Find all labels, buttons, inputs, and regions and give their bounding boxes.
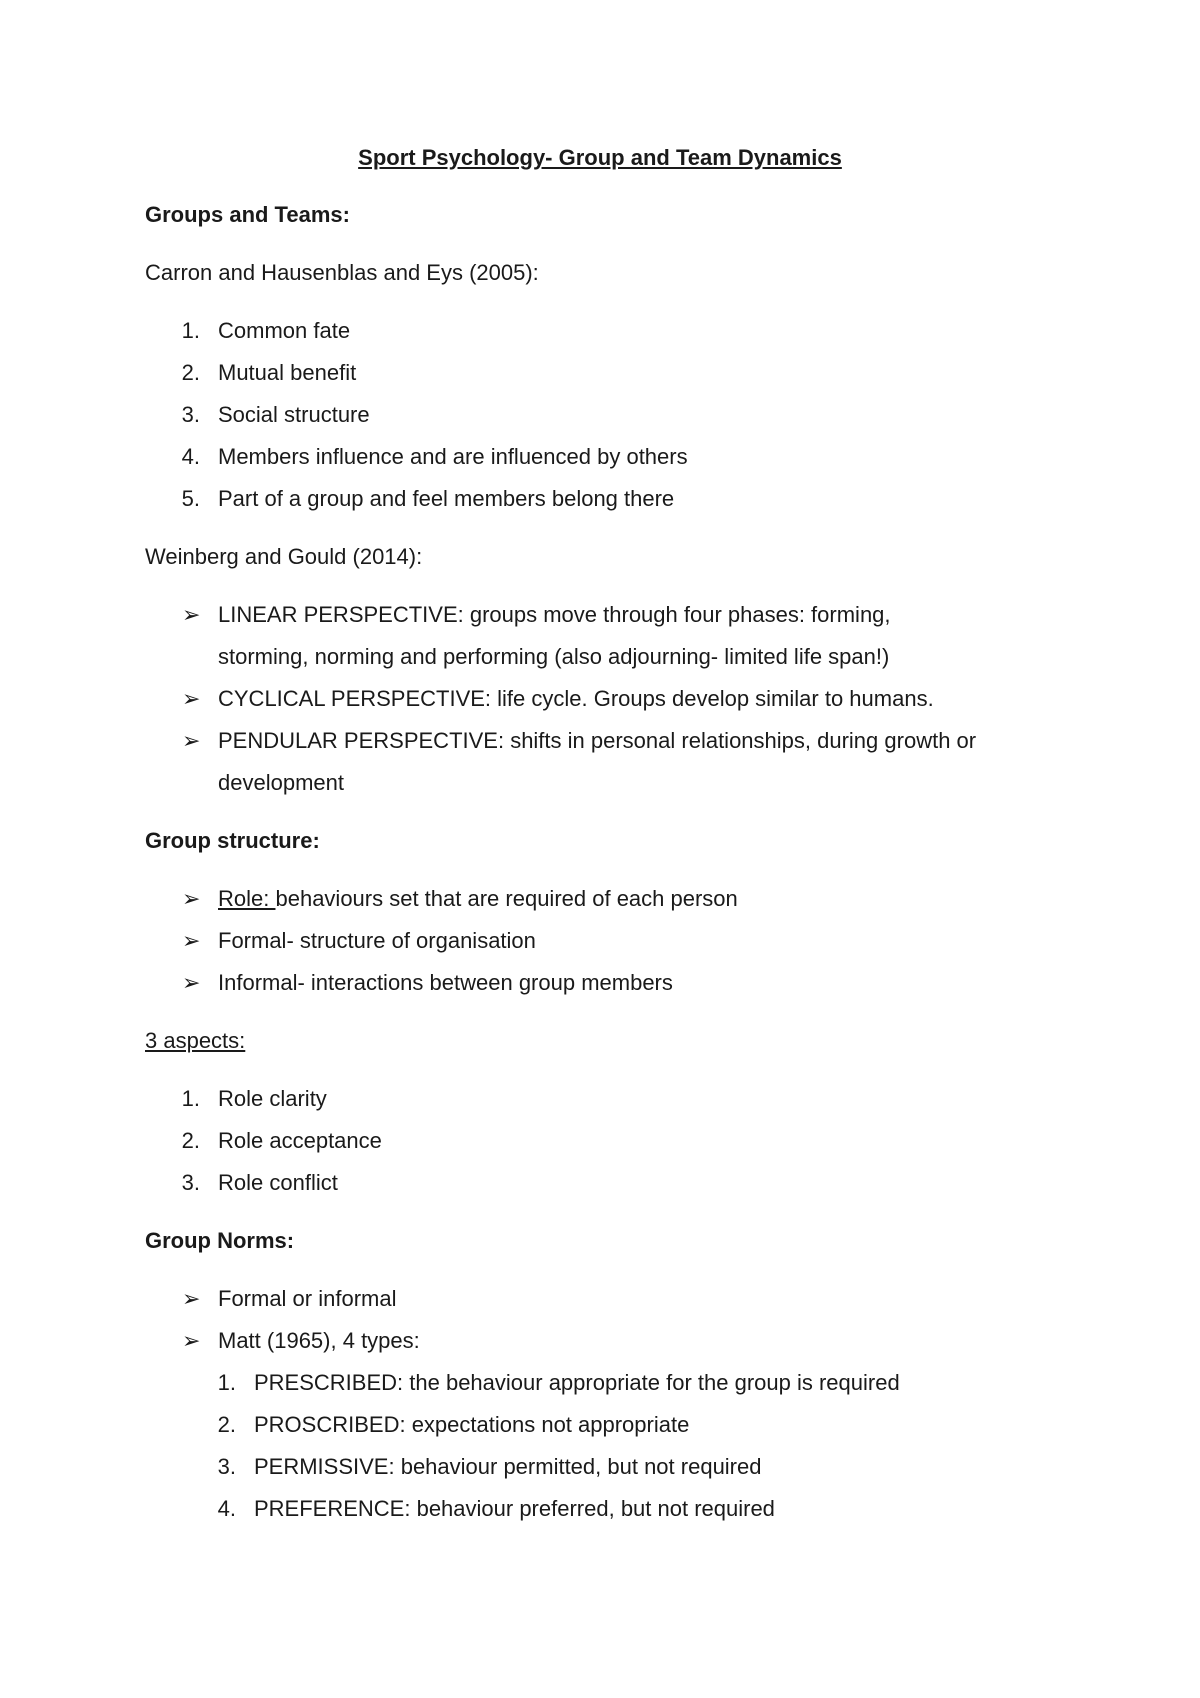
heading-group-structure: Group structure: xyxy=(145,828,320,853)
list-number: 2. xyxy=(181,1128,200,1153)
list-item-text: Informal- interactions between group members xyxy=(218,970,673,995)
arrow-bullet-icon: ➢ xyxy=(182,602,201,627)
list-item-text: Role acceptance xyxy=(218,1128,382,1153)
list-item-text: Formal- structure of organisation xyxy=(218,928,536,953)
list-item-text: Social structure xyxy=(218,402,370,427)
role-label: Role: xyxy=(218,886,276,911)
list-item-text: PREFERENCE: behaviour preferred, but not required xyxy=(254,1496,775,1521)
list-item-text: Members influence and are influenced by others xyxy=(218,444,688,469)
list-item-text: Part of a group and feel members belong there xyxy=(218,486,675,511)
arrow-bullet-icon: ➢ xyxy=(182,886,201,911)
list-number: 4. xyxy=(217,1496,236,1521)
arrow-bullet-icon: ➢ xyxy=(182,728,201,753)
list-item-text xyxy=(218,886,738,912)
list-item-text: Matt (1965), 4 types: xyxy=(218,1328,420,1353)
role-text: behaviours set that are required of each person xyxy=(275,886,738,911)
heading-groups-teams: Groups and Teams: xyxy=(145,202,350,227)
list-item-text: Mutual benefit xyxy=(218,360,357,385)
list-item-text: PRESCRIBED: the behaviour appropriate for the group is required xyxy=(254,1370,900,1395)
list-item-text: PROSCRIBED: expectations not appropriate xyxy=(254,1412,690,1437)
arrow-bullet-icon: ➢ xyxy=(182,1286,201,1311)
list-item-text: LINEAR PERSPECTIVE: groups move through four phases: forming, xyxy=(218,602,891,627)
list-item-text: PENDULAR PERSPECTIVE: shifts in personal relationships, during growth or xyxy=(218,728,977,753)
heading-group-norms: Group Norms: xyxy=(145,1228,295,1253)
list-item-text: Formal or informal xyxy=(218,1286,397,1311)
page-title: Sport Psychology- Group and Team Dynamics xyxy=(358,145,842,170)
arrow-bullet-icon: ➢ xyxy=(182,686,201,711)
list-number: 5. xyxy=(181,486,200,511)
list-number: 3. xyxy=(181,402,200,427)
list-number: 1. xyxy=(181,1086,200,1111)
list-number: 1. xyxy=(181,318,200,343)
list-item-text: Common fate xyxy=(218,318,351,343)
list-item-text: Role conflict xyxy=(218,1170,338,1195)
list-number: 1. xyxy=(217,1370,236,1395)
list-item-text: PERMISSIVE: behaviour permitted, but not required xyxy=(254,1454,762,1479)
weinberg-reference: Weinberg and Gould (2014): xyxy=(145,544,423,569)
list-item-text: Role clarity xyxy=(218,1086,327,1111)
list-number: 3. xyxy=(217,1454,236,1479)
list-number: 3. xyxy=(181,1170,200,1195)
list-number: 4. xyxy=(181,444,200,469)
arrow-bullet-icon: ➢ xyxy=(182,970,201,995)
arrow-bullet-icon: ➢ xyxy=(182,1328,201,1353)
list-number: 2. xyxy=(217,1412,236,1437)
list-item-continuation: development xyxy=(218,770,344,795)
carron-reference: Carron and Hausenblas and Eys (2005): xyxy=(145,260,539,285)
arrow-bullet-icon: ➢ xyxy=(182,928,201,953)
list-number: 2. xyxy=(181,360,200,385)
aspects-label: 3 aspects: xyxy=(145,1028,246,1053)
list-item-text: CYCLICAL PERSPECTIVE: life cycle. Groups develop similar to humans. xyxy=(218,686,934,711)
list-item-continuation: storming, norming and performing (also adjourning- limited life span!) xyxy=(218,644,890,669)
